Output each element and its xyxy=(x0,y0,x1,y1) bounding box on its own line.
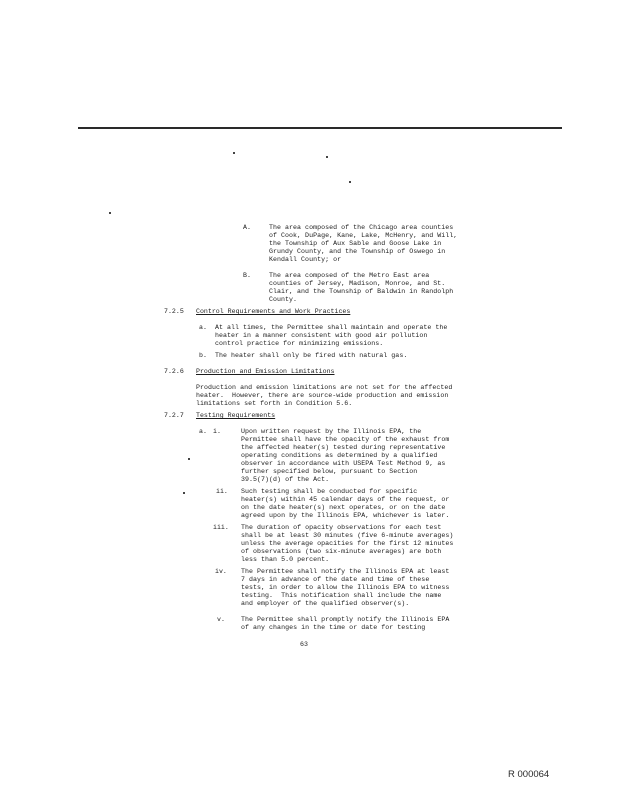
section-727-title: Testing Requirements xyxy=(196,412,276,419)
section-726-number: 7.2.6 xyxy=(164,368,184,375)
area-a-label: A. xyxy=(243,224,251,231)
section-725-item-a-line: heater in a manner consistent with good air pollution xyxy=(215,332,428,339)
section-725-title: Control Requirements and Work Practices xyxy=(196,308,351,315)
subitem-i-line: operating conditions as determined by a qualified xyxy=(241,452,438,459)
subitem-iv-line: The Permittee shall notify the Illinois EPA at least xyxy=(241,568,450,575)
area-b-line: The area composed of the Metro East area xyxy=(269,272,430,279)
scan-speck xyxy=(349,181,351,183)
scan-speck xyxy=(326,156,328,158)
scan-speck xyxy=(183,492,185,494)
subitem-i-line: 39.5(7)(d) of the Act. xyxy=(241,476,330,483)
subitem-v-label: v. xyxy=(217,616,225,623)
section-726-line: limitations set forth in Condition 5.6. xyxy=(196,400,353,407)
section-726-line: heater. However, there are source-wide production and emission xyxy=(196,392,449,399)
section-725-number: 7.2.5 xyxy=(164,308,184,315)
header-rule xyxy=(78,127,562,129)
subitem-v-line: The Permittee shall promptly notify the Illinois EPA xyxy=(241,616,450,623)
subitem-ii-line: Such testing shall be conducted for specific xyxy=(241,488,418,495)
area-a-line: Grundy County, and the Township of Oswego in xyxy=(269,248,446,255)
subitem-i-line: the affected heater(s) tested during representative xyxy=(241,444,446,451)
scan-speck xyxy=(188,458,190,460)
subitem-ii-line: agreed upon by the Illinois EPA, whichever is later. xyxy=(241,512,450,519)
subitem-iii-line: unless the average opacities for the first 12 minutes xyxy=(241,540,454,547)
subitem-iv-label: iv. xyxy=(215,568,227,575)
subitem-iii-line: shall be at least 30 minutes (five 6-minute averages) xyxy=(241,532,454,539)
subitem-iii-line: less than 5.0 percent. xyxy=(241,556,330,563)
scan-speck xyxy=(109,212,111,214)
subitem-ii-line: heater(s) within 45 calendar days of the request, or xyxy=(241,496,450,503)
subitem-i-line: Permittee shall have the opacity of the exhaust from xyxy=(241,436,450,443)
area-b-label: B. xyxy=(243,272,251,279)
subitem-i-label: i. xyxy=(213,428,221,435)
page-number: 63 xyxy=(300,641,308,648)
area-b-line: County. xyxy=(269,296,298,303)
subitem-iii-line: of observations (two six-minute averages) are both xyxy=(241,548,442,555)
subitem-i-line: further specified below, pursuant to Section xyxy=(241,468,418,475)
subitem-v-line: of any changes in the time or date for testing xyxy=(241,624,426,631)
area-b-line: Clair, and the Township of Baldwin in Randolph xyxy=(269,288,454,295)
subitem-iii-line: The duration of opacity observations for each test xyxy=(241,524,442,531)
section-725-item-a-line: At all times, the Permittee shall maintain and operate the xyxy=(215,324,448,331)
subitem-iii-label: iii. xyxy=(213,524,229,531)
area-a-line: of Cook, DuPage, Kane, Lake, McHenry, and Will, xyxy=(269,232,458,239)
section-726-line: Production and emission limitations are not set for the affected xyxy=(196,384,453,391)
subitem-ii-line: on the date heater(s) next operates, or on the date xyxy=(241,504,446,511)
bates-number: R 000064 xyxy=(508,769,550,780)
subitem-ii-label: ii. xyxy=(216,488,228,495)
area-b-line: counties of Jersey, Madison, Monroe, and St. xyxy=(269,280,446,287)
subitem-iv-line: and employer of the qualified observer(s). xyxy=(241,600,410,607)
section-725-item-b-line: The heater shall only be fired with natural gas. xyxy=(215,352,408,359)
section-727-number: 7.2.7 xyxy=(164,412,184,419)
section-725-item-a-label: a. xyxy=(199,324,207,331)
subitem-iv-line: 7 days in advance of the date and time of these xyxy=(241,576,430,583)
subitem-iv-line: testing. This notification shall include the name xyxy=(241,592,442,599)
subitem-i-line: Upon written request by the Illinois EPA, the xyxy=(241,428,422,435)
section-725-item-b-label: b. xyxy=(199,352,207,359)
section-726-title: Production and Emission Limitations xyxy=(196,368,335,375)
scan-speck xyxy=(233,152,235,154)
section-727-item-a-label: a. xyxy=(199,428,207,435)
subitem-i-line: observer in accordance with USEPA Test Method 9, as xyxy=(241,460,446,467)
area-a-line: the Township of Aux Sable and Goose Lake in xyxy=(269,240,442,247)
section-725-item-a-line: control practice for minimizing emissions. xyxy=(215,340,384,347)
area-a-line: The area composed of the Chicago area counties xyxy=(269,224,454,231)
area-a-line: Kendall County; or xyxy=(269,256,342,263)
subitem-iv-line: tests, in order to allow the Illinois EPA to witness xyxy=(241,584,450,591)
